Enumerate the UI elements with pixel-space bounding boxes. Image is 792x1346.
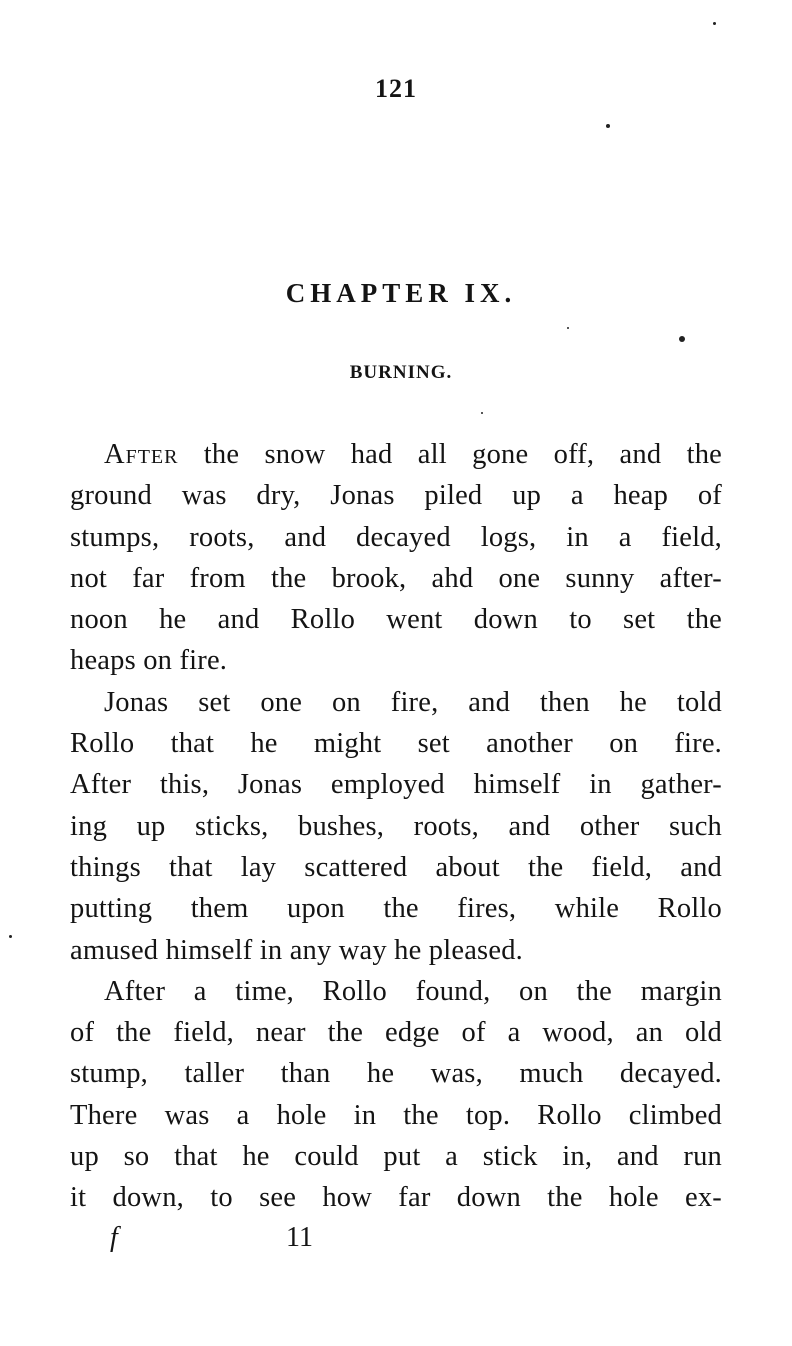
text-line: heaps on fire. xyxy=(70,645,228,677)
paragraph-2 xyxy=(70,682,722,971)
text-line-rest: the snow had all gone off, and the xyxy=(178,439,722,470)
text-line: stumps, roots, and decayed logs, in a field, xyxy=(70,521,722,553)
paragraph-1 xyxy=(70,434,722,682)
text-line: Jonas set one on fire, and then he told xyxy=(104,686,722,718)
text-line: not far from the brook, ahd one sunny after- xyxy=(70,562,722,594)
page-number: 121 xyxy=(375,74,417,103)
text-line: There was a hole in the top. Rollo climbed xyxy=(70,1099,722,1131)
text-line: After this, Jonas employed himself in gather- xyxy=(70,769,722,801)
text-line: things that lay scattered about the field, and xyxy=(70,851,722,883)
signature-number: 11 xyxy=(286,1222,313,1253)
body-text xyxy=(70,434,722,1219)
scan-speck xyxy=(481,412,483,414)
text-line: After a time, Rollo found, on the margin xyxy=(104,975,722,1007)
text-line: ground was dry, Jonas piled up a heap of xyxy=(70,480,722,512)
scan-speck xyxy=(606,124,610,128)
scan-speck xyxy=(713,22,716,25)
scan-speck xyxy=(567,327,569,329)
text-line: amused himself in any way he pleased. xyxy=(70,934,523,966)
chapter-subtitle: BURNING. xyxy=(349,362,453,383)
text-line: up so that he could put a stick in, and run xyxy=(70,1141,722,1173)
text-line: noon he and Rollo went down to set the xyxy=(70,604,722,636)
opening-small-caps: After xyxy=(104,439,179,470)
chapter-title: CHAPTER IX. xyxy=(285,278,517,308)
signature-mark: f xyxy=(110,1222,118,1253)
text-line: putting them upon the fires, while Rollo xyxy=(70,893,722,925)
scan-speck xyxy=(9,935,12,938)
text-line: it down, to see how far down the hole ex- xyxy=(70,1182,722,1214)
text-line: Rollo that he might set another on fire. xyxy=(70,728,722,760)
text-line: stump, taller than he was, much decayed. xyxy=(70,1058,722,1090)
scan-speck xyxy=(679,336,685,342)
text-line: of the field, near the edge of a wood, an old xyxy=(70,1017,722,1049)
paragraph-3 xyxy=(70,971,722,1219)
text-line: ing up sticks, bushes, roots, and other such xyxy=(70,810,722,842)
text-line xyxy=(70,434,722,475)
